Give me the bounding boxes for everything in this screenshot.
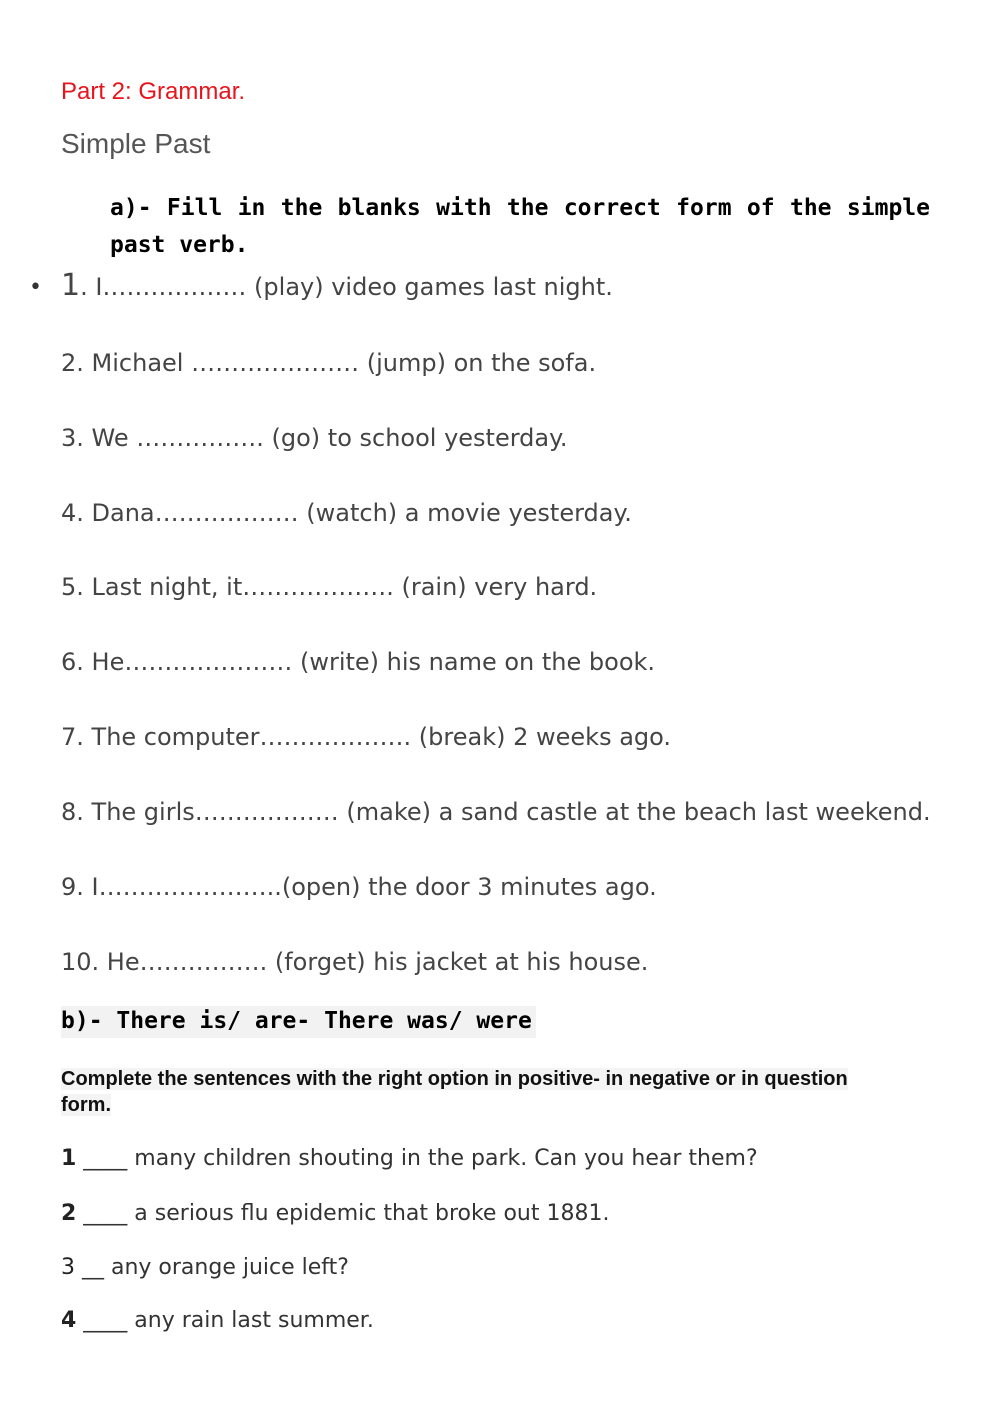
item-number: 1 [61,268,81,303]
item-text: Dana……………… (watch) a movie yesterday. [83,499,632,527]
item-number: 9. [61,873,84,901]
instruction-a: a)- Fill in the blanks with the correct form of the simple past verb. [110,195,930,258]
item-text: ____ any rain last summer. [76,1308,374,1333]
item-text: He……………. (forget) his jacket at his house. [99,948,649,976]
exercise-item [61,648,655,676]
exercise-item-b [61,1255,349,1280]
exercise-item-b [61,1308,374,1333]
exercise-item [61,723,671,751]
exercise-item [61,873,657,901]
item-text: ____ a serious flu epidemic that broke out 1881. [76,1201,610,1226]
item-number: 7. [61,723,84,751]
exercise-item [61,798,931,826]
exercise-item-b [61,1146,758,1171]
item-number: 6. [61,648,84,676]
item-text: The computer………………. (break) 2 weeks ago. [83,723,672,751]
item-number: 5. [61,573,84,601]
item-text: The girls……………… (make) a sand castle at the beach last weekend. [83,798,931,826]
item-text: Michael ………………… (jump) on the sofa. [83,349,597,377]
item-text: __ any orange juice left? [75,1255,349,1280]
item-number: 4 [61,1308,77,1333]
exercise-item-b [61,1201,609,1226]
item-number: 3. [61,424,84,452]
exercise-item [61,424,568,452]
exercise-item [61,573,597,601]
instruction-b-text: Complete the sentences with the right option in positive- in negative or in question form. [61,1068,848,1116]
section-subtitle: Simple Past [61,128,211,159]
item-number: 1 [61,1146,77,1171]
item-text: I…………………..(open) the door 3 minutes ago. [83,873,657,901]
item-number: 2 [61,1201,77,1226]
exercise-item [61,268,613,303]
item-text: . I……………… (play) video games last night. [80,273,613,301]
exercise-item [61,948,648,976]
item-number: 2. [61,349,84,377]
part-title: Part 2: Grammar. [61,78,246,105]
item-text: We ……………. (go) to school yesterday. [83,424,568,452]
item-text: He………………… (write) his name on the book. [83,648,656,676]
instruction-b [61,1066,891,1118]
item-text: Last night, it………………. (rain) very hard. [83,573,598,601]
item-number: 10. [61,948,100,976]
exercise-item [61,349,596,377]
exercise-item [61,499,632,527]
item-number: 8. [61,798,84,826]
item-number: 4. [61,499,84,527]
item-number: 3 [61,1255,75,1280]
bullet-marker: • [29,275,42,300]
section-b-heading: b)- There is/ are- There was/ were [61,1006,536,1038]
item-text: ____ many children shouting in the park. Can you hear them? [76,1146,758,1171]
